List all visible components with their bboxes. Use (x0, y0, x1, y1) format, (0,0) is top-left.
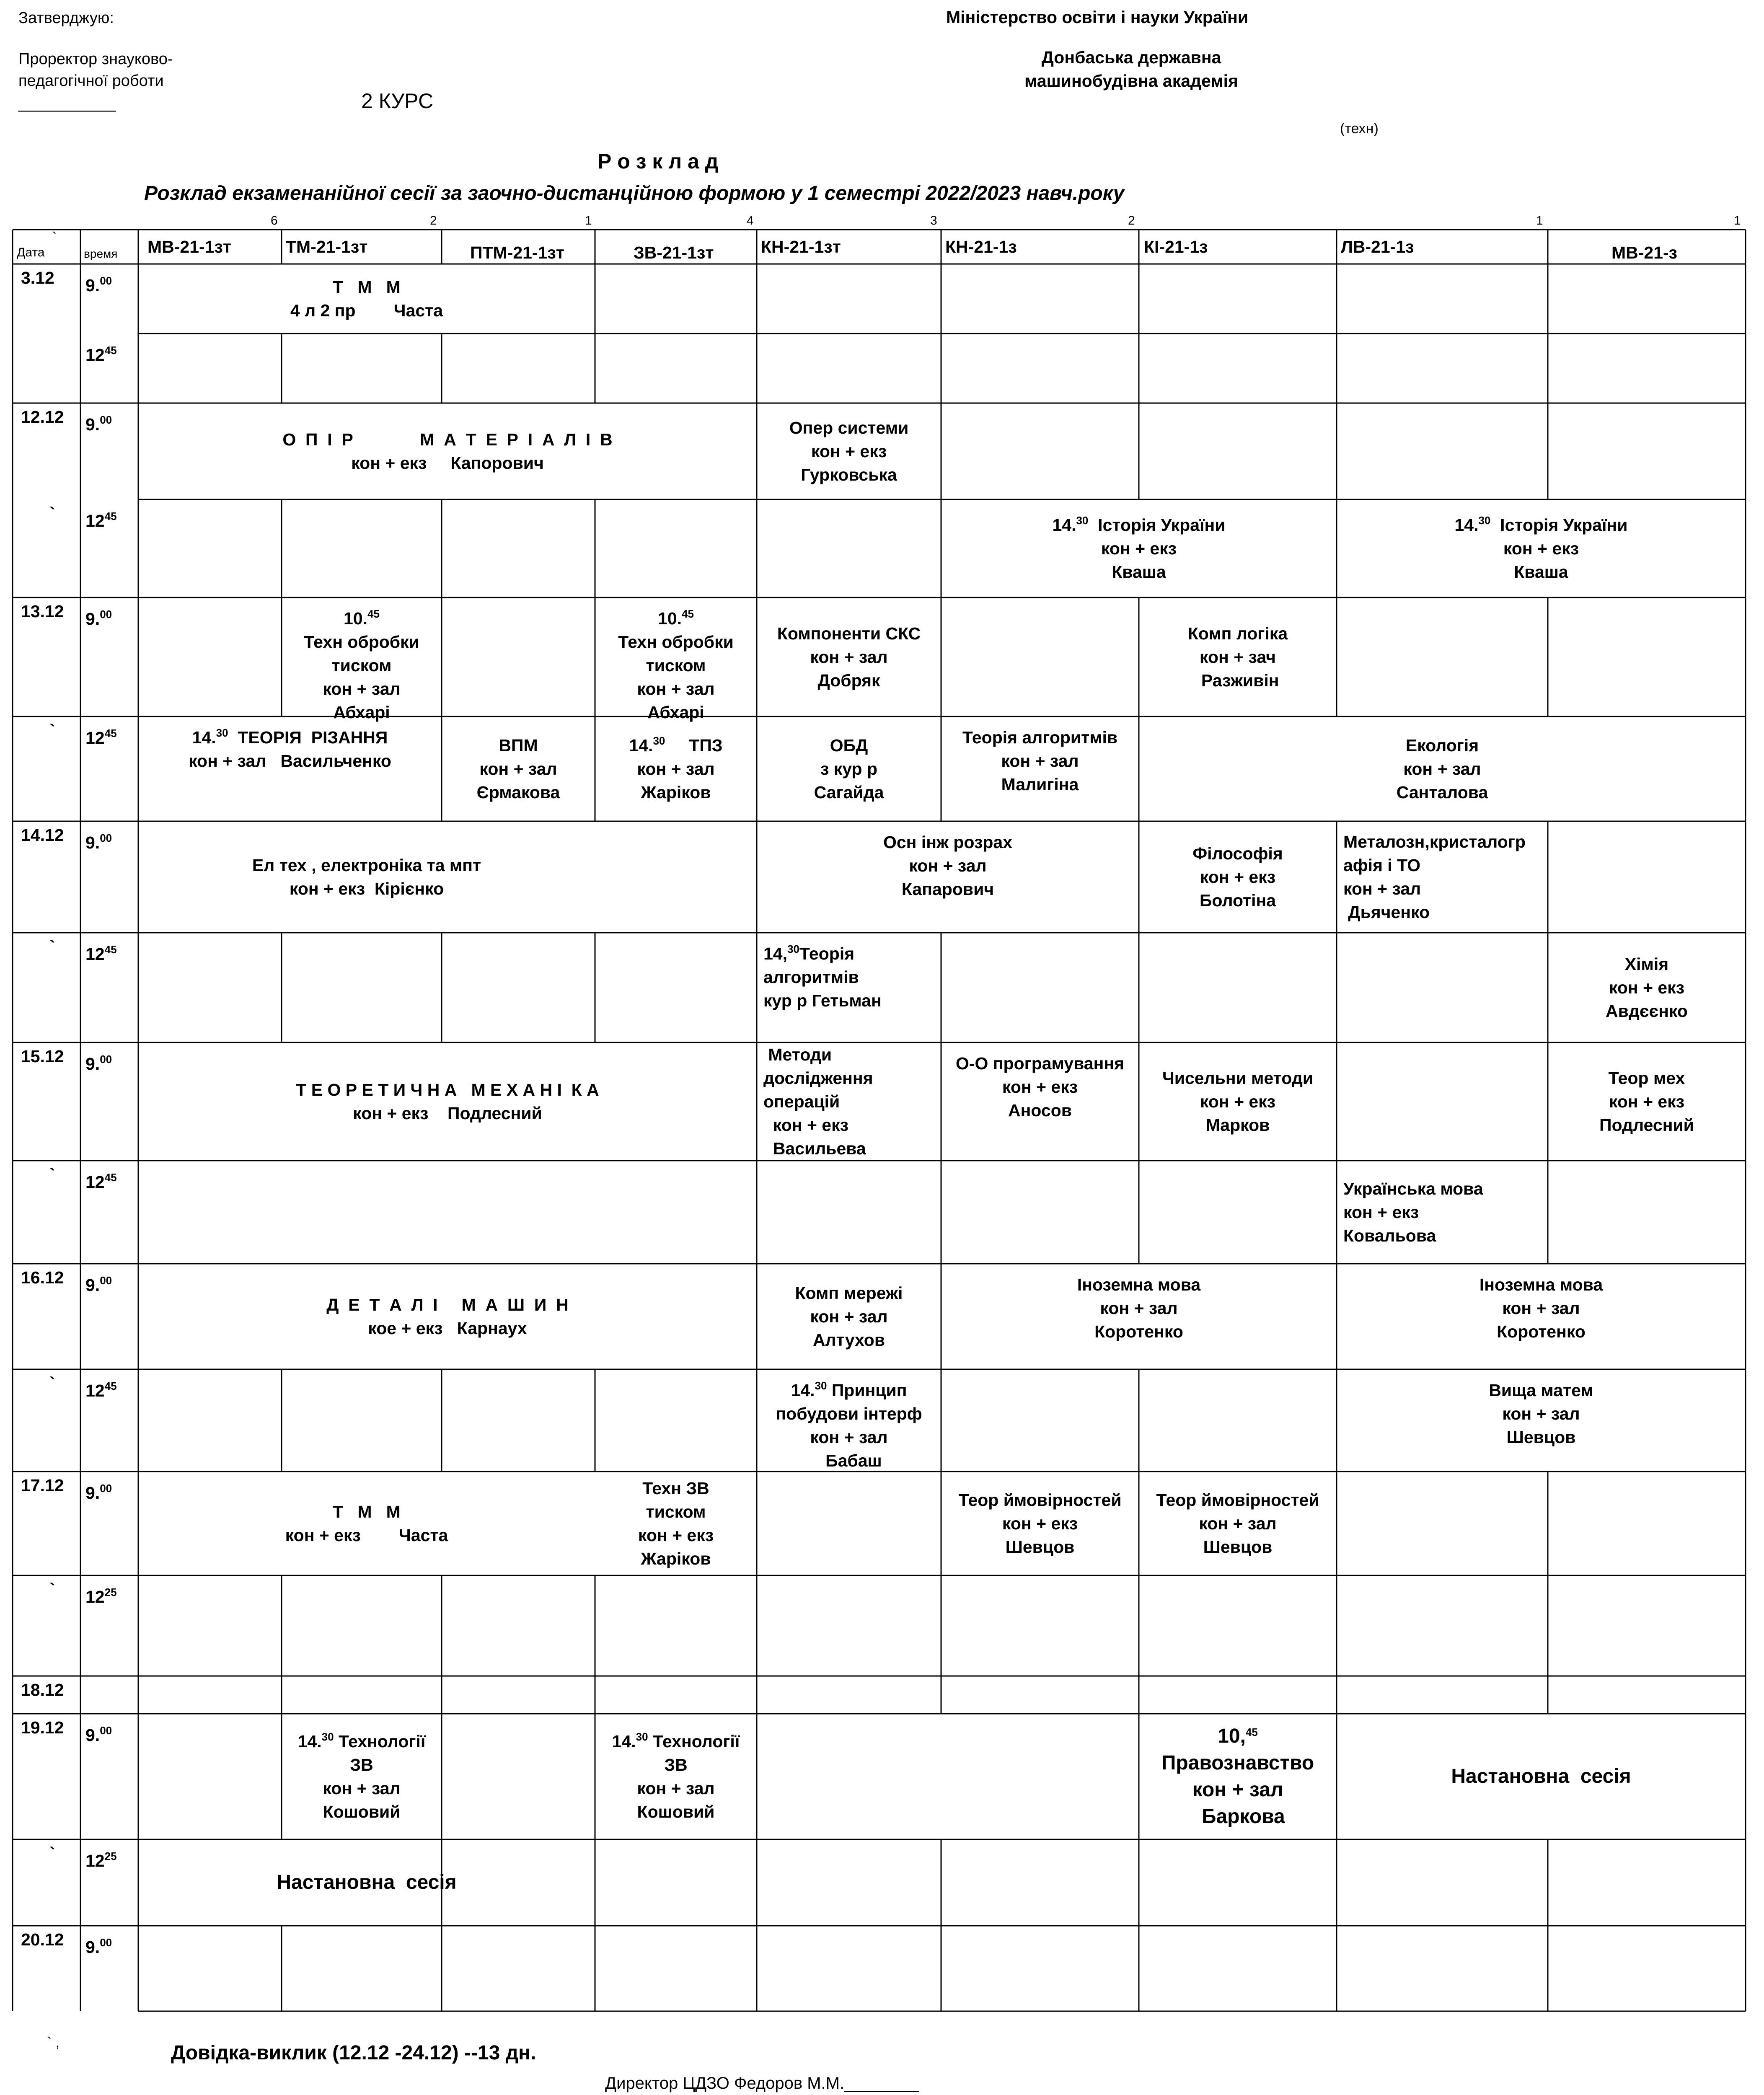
entry-line: кон + екз (1609, 978, 1685, 997)
row-date: 19.12 (21, 1718, 64, 1737)
entry-line: 14.30 ТЕОРІЯ РІЗАННЯ (192, 727, 388, 747)
entry-line: кон + зал (323, 1779, 401, 1798)
entry-line: кон + екз Часта (285, 1526, 448, 1545)
schedule-entry (140, 718, 440, 820)
schedule-entry (943, 1044, 1137, 1159)
entry-line: кон + екз Кірієнко (289, 879, 444, 898)
signature-line: ___________ (18, 95, 116, 112)
entry-line: кон + зал (637, 759, 715, 779)
entry-line: кон + екз (1002, 1514, 1078, 1533)
page-subtitle: Розклад екзаменанійної сесії за заочно-дистанційною формою у 1 семестрі 2022/2023 навч.року (144, 182, 1125, 204)
schedule-entry (758, 405, 939, 498)
column-header-group-7: КІ-21-1з (1144, 237, 1208, 256)
entry-line: кон + зал (1199, 1514, 1277, 1533)
row-time: $12^{45}$ (85, 344, 117, 365)
column-count-8: 1 (1734, 214, 1741, 228)
entry-line: Теор мех (1608, 1068, 1685, 1088)
row-date: 18.12 (21, 1680, 64, 1699)
column-count-6: 2 (1128, 214, 1135, 228)
schedule-entry (943, 1265, 1335, 1368)
schedule-entry (1338, 501, 1744, 596)
entry-line: Настановна сесія (277, 1871, 457, 1893)
entry-line: кон + екз (1343, 1203, 1419, 1222)
entry-line: Авдєєнко (1606, 1001, 1688, 1021)
column-count-5: 3 (930, 214, 937, 228)
entry-line: Опер системи (789, 418, 909, 437)
row-date: 13.12 (21, 602, 64, 621)
entry-line: Абхарі (647, 703, 704, 722)
entry-line: кое + екз Карнаух (368, 1319, 527, 1338)
entry-line: кур р Гетьман (763, 991, 882, 1010)
entry-line: 10,45 (1218, 1725, 1258, 1747)
entry-line: побудови інтерф (776, 1404, 922, 1423)
entry-line: афія і ТО (1343, 856, 1421, 875)
entry-line: 4 л 2 пр Часта (290, 301, 443, 320)
schedule-entry (140, 405, 755, 498)
schedule-entry (1141, 718, 1744, 820)
prorector-line-2: педагогічної роботи (18, 72, 164, 90)
entry-line: кон + екз (1200, 1092, 1276, 1111)
schedule-entry (1141, 1715, 1335, 1838)
schedule-entry (140, 266, 593, 332)
entry-line: Дьяченко (1343, 903, 1430, 922)
schedule-entry (758, 1265, 939, 1368)
entry-line: 14.30 Історія України (1454, 514, 1628, 535)
entry-line: кон + зал (1502, 1298, 1580, 1318)
entry-line: Баркова (1190, 1805, 1285, 1828)
schedule-entry (597, 718, 755, 820)
entry-line: Іноземна мова (1077, 1275, 1201, 1294)
column-count-3: 1 (585, 214, 592, 228)
row-time: $12^{45}$ (85, 1380, 117, 1400)
column-header-group-6: КН-21-1з (945, 237, 1017, 256)
schedule-entry (1141, 1044, 1335, 1159)
schedule-entry (758, 718, 939, 820)
entry-line: Алтухов (812, 1330, 885, 1350)
schedule-entry (1141, 823, 1335, 931)
prorector-line-1: Проректор знауково- (18, 50, 173, 68)
entry-line: кон + зал (1001, 751, 1079, 771)
entry-line: Т М М (333, 1502, 401, 1521)
entry-line: кон + екз (763, 1115, 848, 1135)
schedule-entry (943, 501, 1335, 596)
director-signature: Директор ЦДЗО Федоров М.М.________ (605, 2074, 919, 2092)
column-header-group-2: ТМ-21-1зт (286, 237, 368, 256)
schedule-entry (140, 823, 593, 931)
entry-line: кон + зал (637, 1779, 715, 1798)
schedule-entry (597, 1473, 755, 1574)
entry-line: Теор ймовірностей (958, 1490, 1122, 1510)
row-date: ` (49, 1165, 55, 1184)
schedule-entry (140, 1841, 593, 1924)
entry-line: тиском (646, 1502, 706, 1521)
entry-line: Правознавство (1161, 1752, 1314, 1774)
entry-line: Теорія алгоритмів (962, 728, 1118, 747)
entry-line: Екологія (1405, 736, 1479, 755)
entry-line: кон + зал (810, 647, 888, 667)
entry-line: О-О програмування (955, 1054, 1125, 1073)
entry-line: Васильева (763, 1139, 866, 1158)
entry-line: 14,30Теорія (763, 943, 855, 963)
row-date: 12.12 (21, 407, 64, 427)
entry-line: Сагайда (814, 783, 884, 802)
row-date: ` (49, 1580, 55, 1599)
entry-line: Т М М (333, 277, 401, 297)
entry-line: кон + зал (909, 856, 987, 875)
row-date: ` (49, 504, 55, 523)
entry-line: 14.30 Технології (297, 1730, 426, 1751)
entry-line: Кваша (1514, 562, 1568, 582)
entry-line: Жаріков (641, 783, 711, 802)
entry-line: Техн обробки (618, 632, 734, 652)
entry-line: кон + зал (1343, 879, 1421, 898)
row-time: 9.00 (85, 1724, 112, 1745)
entry-line: Іноземна мова (1479, 1275, 1603, 1294)
row-time: 9.00 (85, 832, 112, 852)
schedule-entry (943, 718, 1137, 820)
row-date: ` (49, 1373, 55, 1393)
schedule-entry (758, 823, 1137, 931)
column-count-1: 6 (271, 214, 278, 228)
schedule-entry (1338, 823, 1546, 931)
entry-line: Подлесний (1599, 1115, 1694, 1135)
entry-line: Разживін (1196, 671, 1279, 690)
entry-line: Абхарі (333, 703, 390, 722)
column-header-group-5: КН-21-1зт (761, 237, 841, 256)
entry-line: кон + екз (1002, 1077, 1078, 1097)
entry-line: Малигіна (1001, 775, 1079, 794)
entry-line: кон + екз (1200, 867, 1276, 887)
entry-line: Жаріков (641, 1549, 711, 1568)
schedule-entry (140, 1044, 755, 1159)
row-time: $12^{25}$ (85, 1586, 117, 1606)
entry-line: Марков (1205, 1115, 1270, 1135)
entry-line: Єрмакова (476, 783, 560, 802)
entry-line: Металозн,кристалогр (1343, 832, 1526, 851)
column-header-time: время (84, 247, 118, 260)
entry-line: кон + зал (323, 679, 401, 698)
row-time: 9.00 (85, 274, 112, 295)
schedule-entry (140, 1265, 755, 1368)
reference-note: Довідка-виклик (12.12 -24.12) --13 дн. (171, 2042, 536, 2064)
row-time: $12^{45}$ (85, 943, 117, 964)
entry-line: Шевцов (1506, 1428, 1576, 1447)
entry-line: Болотіна (1199, 891, 1276, 910)
entry-line: Ел тех , електроніка та мпт (252, 856, 481, 875)
schedule-entry (1338, 1162, 1546, 1262)
row-date: 17.12 (21, 1476, 64, 1495)
entry-line: кон + екз Капорович (351, 453, 544, 473)
entry-line: Чисельни методи (1162, 1068, 1314, 1088)
column-count-4: 4 (747, 214, 754, 228)
entry-line: кон + зал (1192, 1779, 1283, 1801)
entry-line: Кошовий (637, 1802, 715, 1821)
entry-line: з кур р (820, 759, 878, 779)
entry-line: Коротенко (1094, 1322, 1183, 1341)
schedule-entry (140, 1473, 593, 1574)
entry-line: Шевцов (1203, 1537, 1273, 1557)
schedule-entry (758, 599, 939, 715)
row-time: 9.00 (85, 608, 112, 628)
row-time: 9.00 (85, 1936, 112, 1957)
entry-line: алгоритмів (763, 967, 859, 987)
entry-line: Вища матем (1489, 1381, 1593, 1400)
column-header-group-3: ПТМ-21-1зт (470, 243, 564, 262)
entry-line: кон + екз (1503, 539, 1579, 558)
entry-line: тиском (646, 656, 706, 675)
header-tick: ` (52, 230, 57, 246)
entry-line: Кошовий (323, 1802, 401, 1821)
entry-line: 14.30 ТПЗ (629, 735, 723, 755)
entry-line: Кваша (1112, 562, 1166, 582)
academy-line-1: Донбаська державна (1041, 48, 1221, 67)
row-date: ` (49, 721, 55, 740)
approve-label: Затверджую: (18, 9, 114, 27)
schedule-entry (283, 1715, 440, 1838)
schedule-entry (943, 1473, 1137, 1574)
schedule-entry (1141, 1473, 1335, 1574)
row-time: 9.00 (85, 1053, 112, 1073)
entry-line: Осн інж розрах (883, 833, 1013, 852)
entry-line: Техн обробки (304, 632, 419, 652)
column-count-2: 2 (430, 214, 437, 228)
entry-line: кон + зал (1403, 759, 1481, 779)
row-date: ` (49, 937, 55, 956)
entry-line: ЗВ (664, 1755, 688, 1774)
row-date: 16.12 (21, 1268, 64, 1287)
entry-line: кон + екз (1101, 539, 1177, 558)
tech-note: (техн) (1340, 121, 1379, 137)
schedule-entry (1338, 1265, 1744, 1368)
schedule-entry (597, 599, 755, 722)
schedule-entry (597, 1715, 755, 1838)
row-date: 20.12 (21, 1930, 64, 1949)
entry-line: ВПМ (499, 736, 538, 755)
column-header-group-8: ЛВ-21-1з (1341, 237, 1414, 256)
entry-line: кон + зал (810, 1428, 888, 1447)
row-time: $12^{45}$ (85, 510, 117, 530)
academy-line-2: машинобудівна академія (1024, 71, 1238, 91)
ministry-label: Міністерство освіти і науки України (946, 8, 1249, 27)
row-date: 3.12 (21, 268, 54, 287)
footer-tick: ` , (47, 2035, 60, 2051)
entry-line: 10.45 (658, 608, 694, 628)
column-header-group-4: ЗВ-21-1зт (634, 243, 714, 262)
entry-line: Гурковська (801, 465, 897, 484)
entry-line: кон + зал Васильченко (189, 751, 391, 771)
entry-line: Бабаш (816, 1451, 882, 1470)
row-time: $12^{25}$ (85, 1850, 117, 1870)
entry-line: Філософія (1192, 844, 1283, 863)
column-header-date: Дата (17, 246, 45, 259)
entry-line: кон + зал (479, 759, 557, 779)
entry-line: Українська мова (1343, 1179, 1483, 1198)
entry-line: Настановна сесія (1451, 1765, 1631, 1787)
entry-line: Шевцов (1005, 1537, 1075, 1557)
column-header-group-1: МВ-21-1зт (147, 237, 231, 256)
entry-line: 14.30 Технології (612, 1730, 740, 1751)
entry-line: Капарович (901, 879, 994, 899)
page-title: Р о з к л а д (597, 150, 719, 173)
entry-line: Добряк (817, 671, 880, 690)
schedule-entry (443, 718, 593, 820)
entry-line: кон + зал (810, 1307, 888, 1326)
schedule-entry (283, 599, 440, 722)
row-time: 9.00 (85, 414, 112, 434)
column-count-7: 1 (1536, 214, 1543, 228)
entry-line: Техн ЗВ (642, 1479, 709, 1498)
row-time: 9.00 (85, 1274, 112, 1295)
entry-line: Ковальова (1343, 1226, 1436, 1245)
entry-line: Методи (763, 1045, 832, 1064)
entry-line: Д Е Т А Л І М А Ш И Н (326, 1295, 569, 1314)
entry-line: Хімія (1624, 954, 1669, 974)
entry-line: кон + екз Подлесний (353, 1104, 542, 1123)
course-label: 2 КУРС (361, 89, 434, 113)
schedule-entry (1549, 934, 1744, 1041)
entry-line: кон + екз (1609, 1092, 1685, 1111)
column-header-group-9: МВ-21-з (1611, 243, 1678, 262)
entry-line: Комп логіка (1187, 624, 1288, 643)
entry-line: Комп мережі (795, 1283, 903, 1303)
entry-line: 14.30 Історія України (1052, 514, 1226, 535)
schedule-entry (1141, 599, 1335, 715)
row-date: 14.12 (21, 825, 64, 845)
entry-line: тиском (331, 656, 392, 675)
row-time: 9.00 (85, 1482, 112, 1503)
schedule-entry (758, 1044, 939, 1159)
row-time: $12^{45}$ (85, 1171, 117, 1192)
entry-line: Компоненти СКС (777, 624, 921, 643)
row-date: ` (49, 1844, 55, 1863)
schedule-entry (758, 934, 939, 1041)
entry-line: Т Е О Р Е Т И Ч Н А М Е Х А Н І К А (296, 1080, 599, 1099)
entry-line: кон + зал (1502, 1404, 1580, 1423)
schedule-entry (1338, 1371, 1744, 1470)
entry-line: Санталова (1396, 783, 1488, 802)
entry-line: Теор ймовірностей (1156, 1490, 1319, 1510)
entry-line: кон + зал (637, 679, 715, 698)
schedule-entry (758, 1371, 939, 1470)
entry-line: кон + зач (1200, 647, 1276, 667)
entry-line: операцій (763, 1092, 840, 1111)
schedule-entry (1549, 1044, 1744, 1159)
entry-line: О П І Р М А Т Е Р І А Л І В (282, 430, 613, 449)
entry-line: кон + зал (1100, 1298, 1178, 1318)
entry-line: 14.30 Принцип (791, 1379, 907, 1400)
entry-line: Аносов (1008, 1101, 1072, 1120)
row-time: $12^{45}$ (85, 727, 117, 747)
row-date: 15.12 (21, 1047, 64, 1066)
schedule-entry (1338, 1715, 1744, 1838)
entry-line: 10.45 (344, 608, 380, 628)
entry-line: ОБД (830, 736, 868, 755)
entry-line: кон + екз (638, 1526, 714, 1545)
entry-line: дослідження (763, 1068, 873, 1088)
entry-line: Коротенко (1497, 1322, 1586, 1341)
entry-line: кон + екз (811, 442, 887, 461)
entry-line: ЗВ (350, 1755, 373, 1774)
